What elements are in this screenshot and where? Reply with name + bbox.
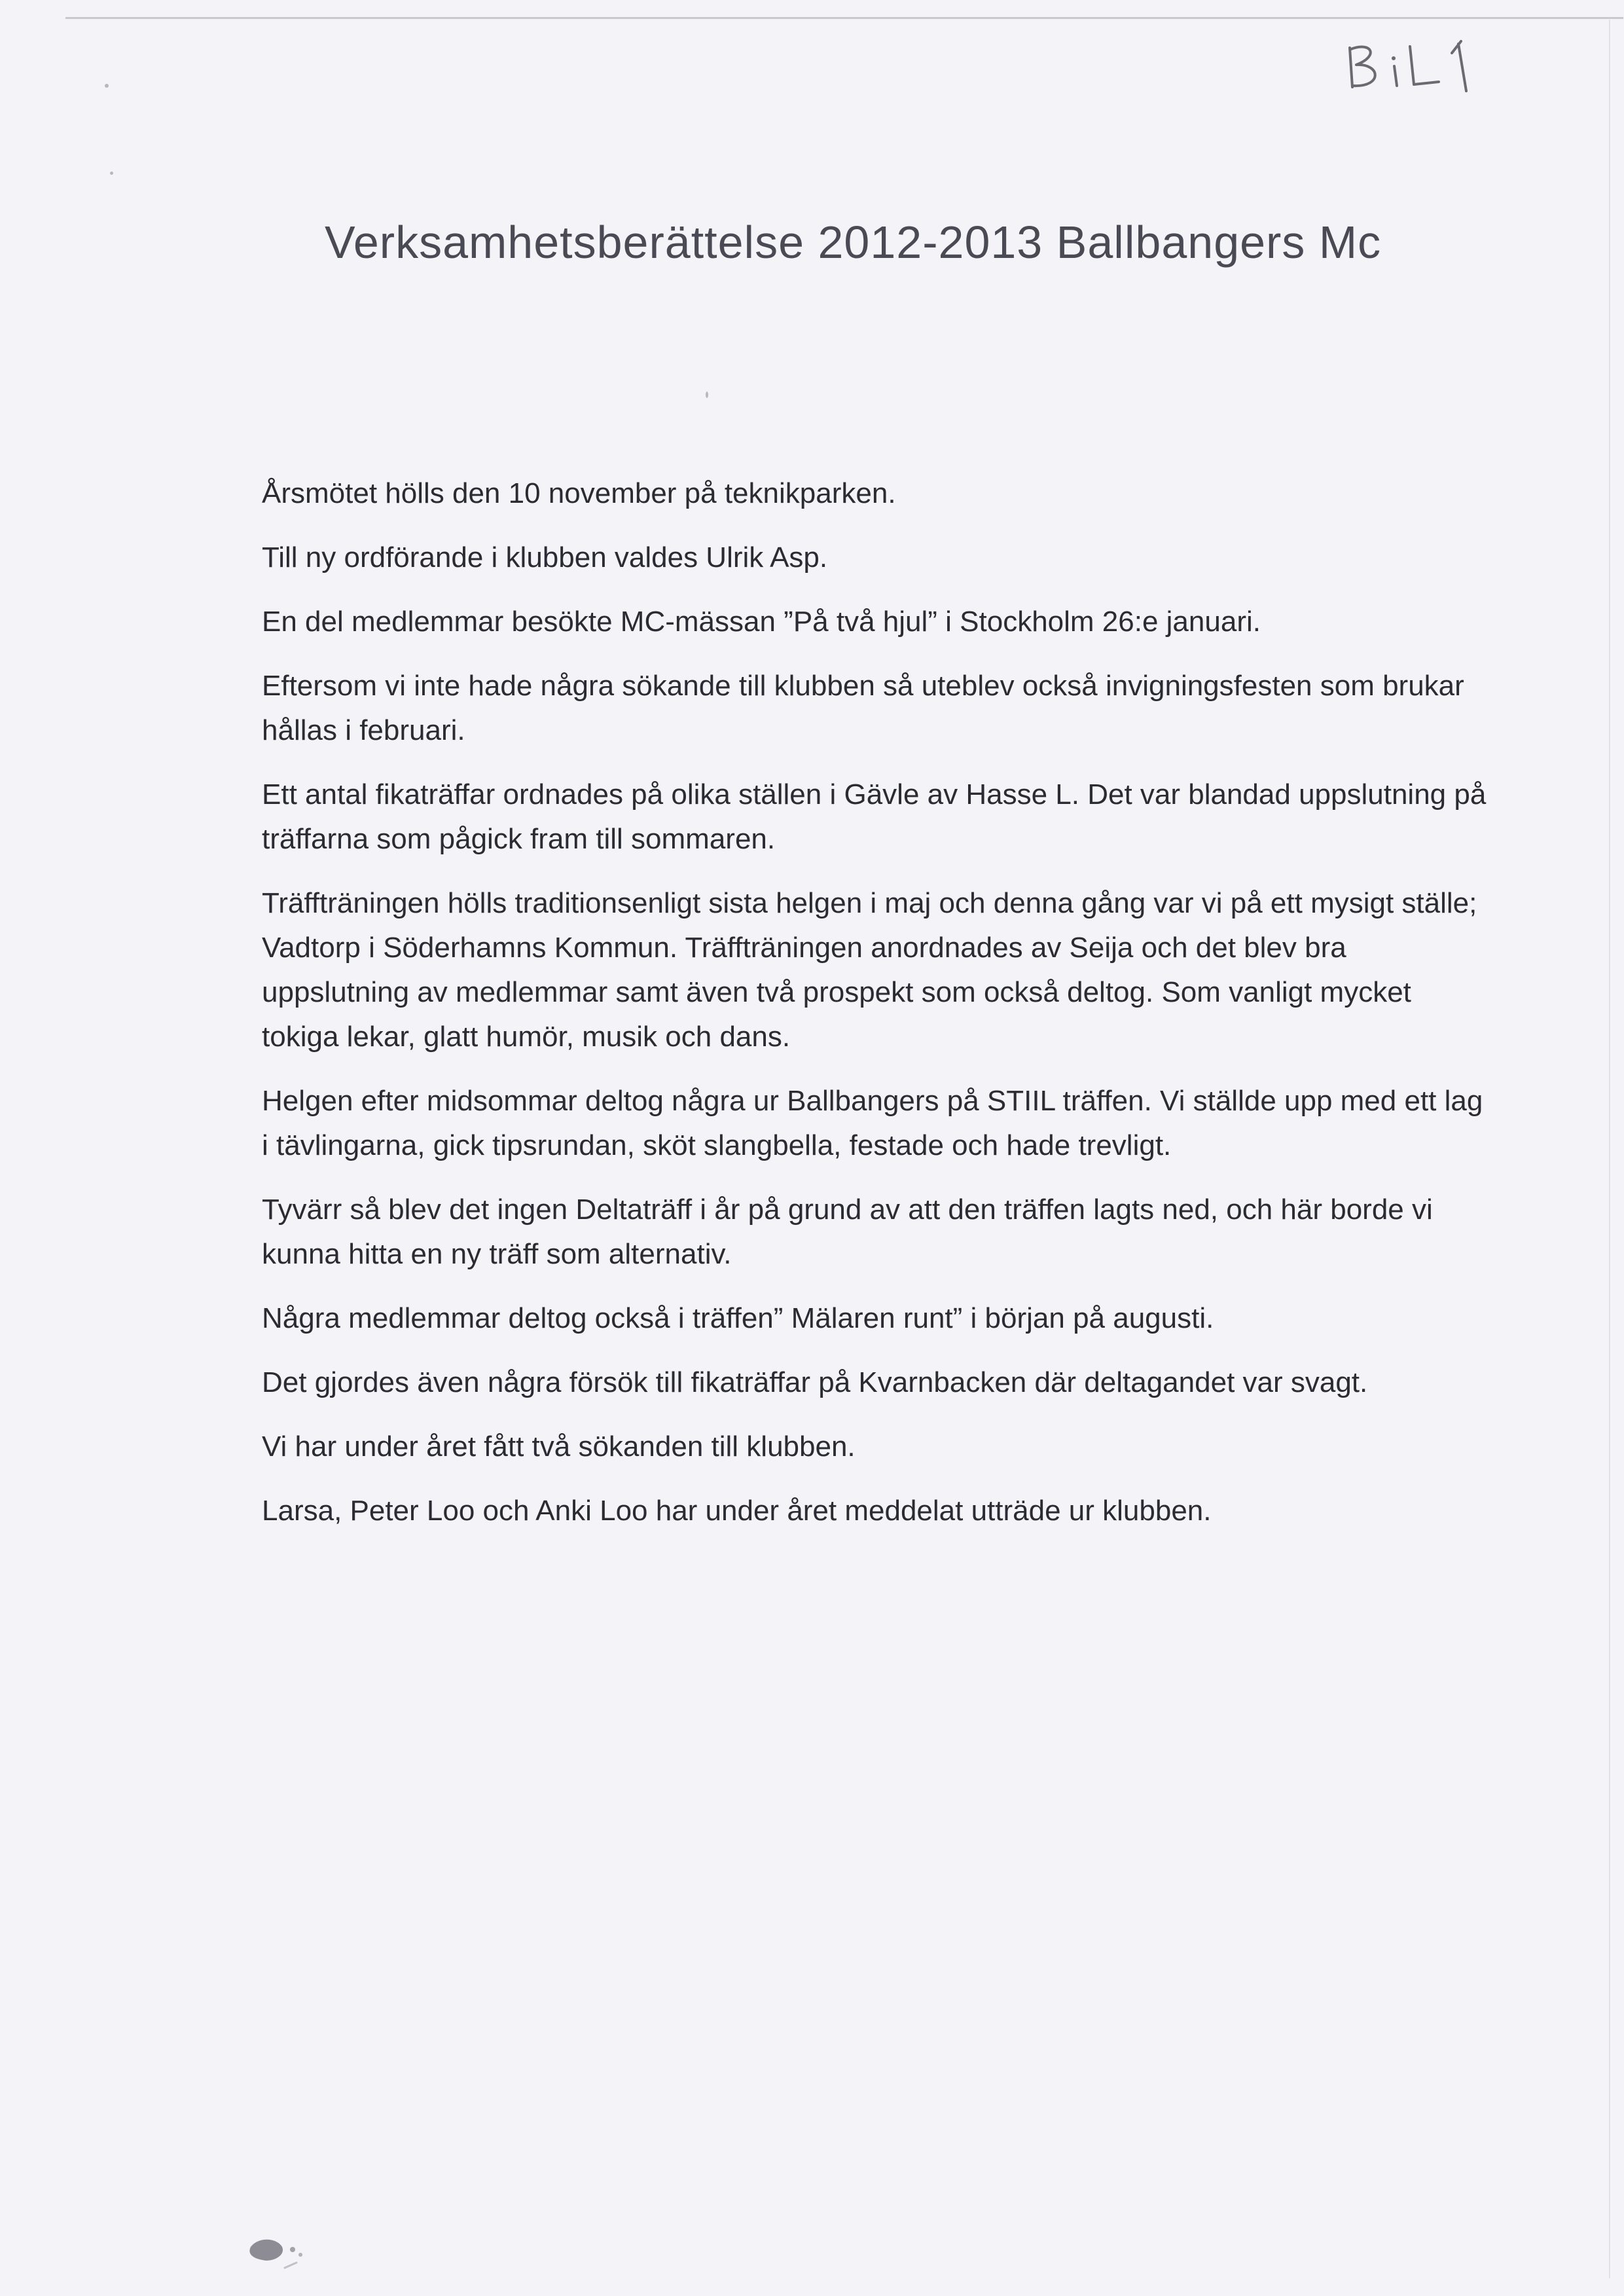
scan-speck [105, 84, 109, 88]
document-body [262, 471, 1492, 1553]
paragraph: Till ny ordförande i klubben valdes Ulrik Asp. [262, 541, 828, 574]
scan-smudge [245, 2232, 317, 2272]
paragraph: Det gjordes även några försök till fikaträffar på Kvarnbacken där deltagandet var svagt. [262, 1366, 1368, 1398]
paragraph: Träffträningen hölls traditionsenligt sista helgen i maj och denna gång var vi på ett mysigt ställe; Vadtorp i Söderhamns Kommun. Träffträningen anordnades av Seija och det blev bra uppslutning av medlemmar samt även två prospekt som också deltog. Som vanligt mycket tokiga lekar, glatt humör, musik och dans. [262, 887, 1477, 1053]
scan-speck [706, 392, 708, 398]
paragraph: Helgen efter midsommar deltog några ur Ballbangers på STIIL träffen. Vi ställde upp med ett lag i tävlingarna, gick tipsrundan, sköt slangbella, festade och hade trevligt. [262, 1085, 1483, 1161]
paragraph: Ett antal fikaträffar ordnades på olika ställen i Gävle av Hasse L. Det var blandad uppslutning på träffarna som pågick fram till sommaren. [262, 778, 1487, 855]
scan-speck [110, 172, 113, 175]
paragraph: En del medlemmar besökte MC-mässan ”På två hjul” i Stockholm 26:e januari. [262, 606, 1261, 638]
paragraph: Vi har under året fått två sökanden till klubben. [262, 1430, 856, 1463]
paragraph: Några medlemmar deltog också i träffen” Mälaren runt” i början på augusti. [262, 1302, 1214, 1334]
paragraph: Årsmötet hölls den 10 november på teknikparken. [262, 477, 896, 509]
page-right-edge [1609, 20, 1610, 2278]
document-title: Verksamhetsberättelse 2012-2013 Ballbangers Mc [325, 217, 1382, 268]
paragraph: Eftersom vi inte hade några sökande till klubben så uteblev också invigningsfesten som brukar hållas i februari. [262, 670, 1464, 746]
paragraph: Larsa, Peter Loo och Anki Loo har under året meddelat utträde ur klubben. [262, 1495, 1212, 1527]
paragraph: Tyvärr så blev det ingen Deltaträff i år på grund av att den träffen lagts ned, och här borde vi kunna hitta en ny träff som alternativ. [262, 1194, 1433, 1270]
handwritten-annotation [1342, 29, 1479, 95]
page-top-edge [65, 17, 1623, 19]
